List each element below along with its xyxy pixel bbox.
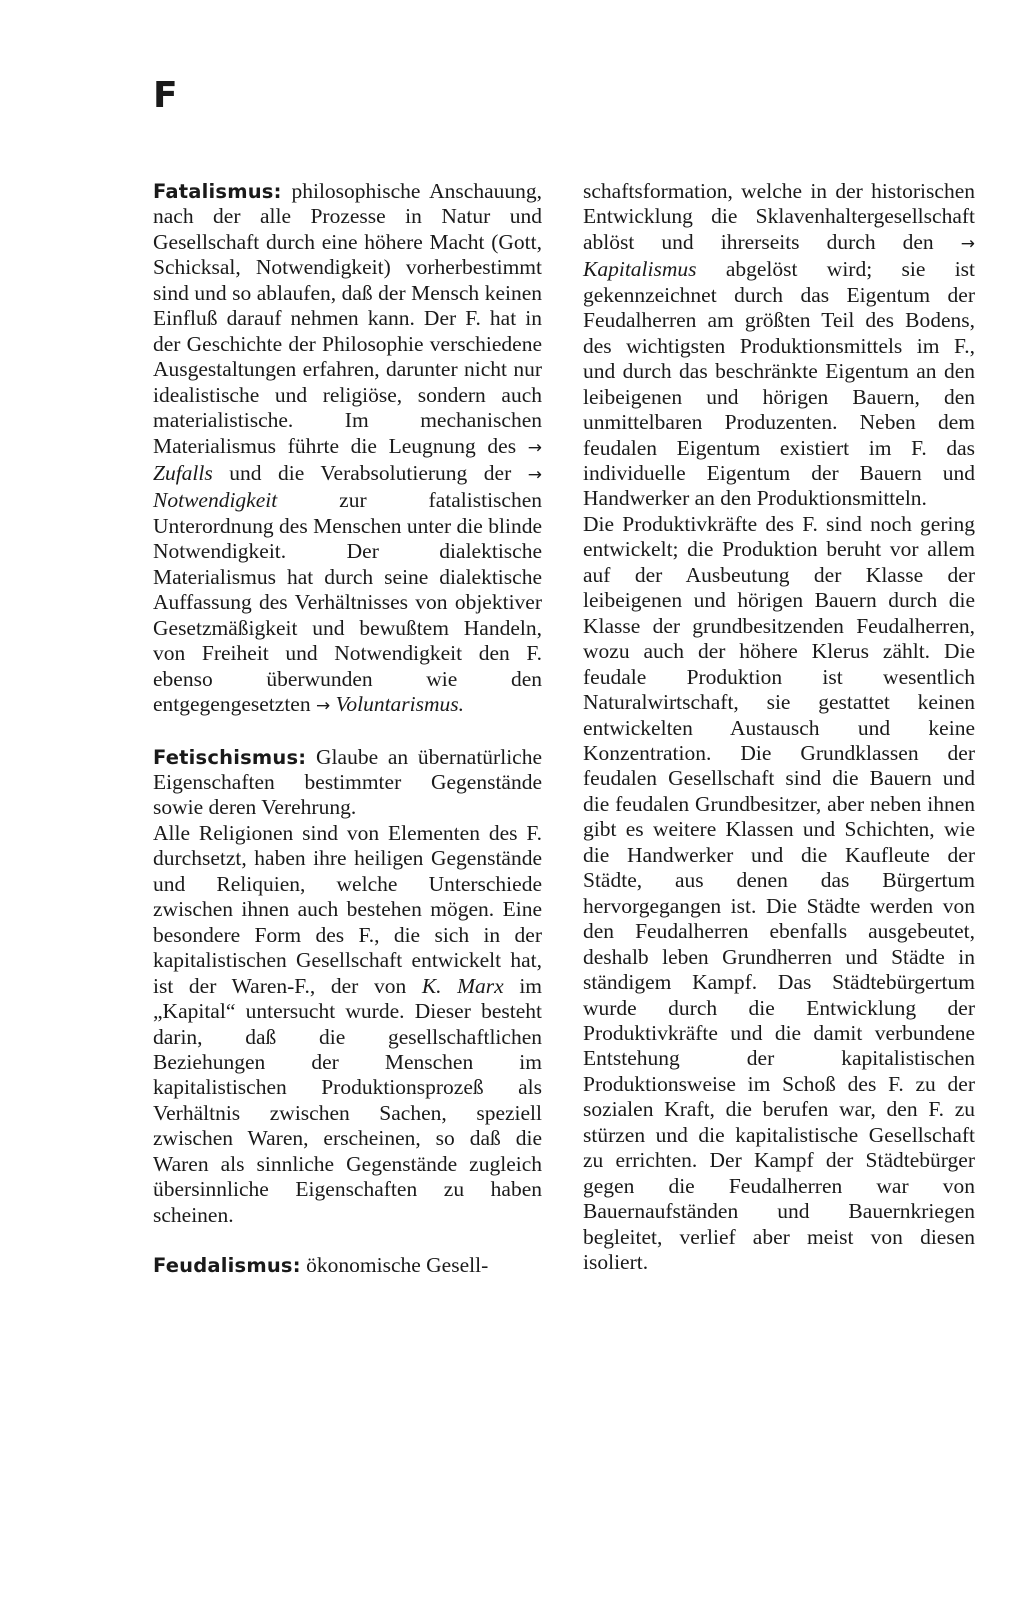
cross-reference-link[interactable]: K. Marx xyxy=(421,973,504,998)
section-letter: F xyxy=(153,75,178,116)
entry-text: Alle Religionen sind von Elementen des F. durchsetzt, haben ihre heiligen Gegenstände und Reliquien, welche Unterschiede zwischen ihnen auch bestehen mögen. Eine besondere Form des F., die sich in der kapitalistischen Gesellschaft entwickelt hat, ist der Waren-F., der von xyxy=(153,820,542,998)
entry-fetischismus xyxy=(153,745,542,821)
cross-reference-link[interactable]: Zufalls xyxy=(153,460,213,485)
entry-headword: Fetischismus: xyxy=(153,745,307,769)
entry-headword: Fatalismus: xyxy=(153,180,282,203)
cross-reference-link[interactable]: Kapitalismus xyxy=(583,257,697,282)
entry-text: und die Verabsolutierung der xyxy=(229,460,512,485)
entry-feudalismus-paragraph xyxy=(583,512,975,1276)
entry-text: philosophische Anschauung, nach der alle Prozesse in Natur und Gesellschaft durch eine höhere Macht (Gott, Schicksal, Notwendigkeit) vorherbestimmt sind und so ablaufen, daß der Mensch keinen Einfluß darauf nehmen kann. Der F. hat in der Geschichte der Philosophie verschiedene Ausgestaltungen erfahren, darunter nicht nur idealistische und religiöse, sondern auch materialistische. Im mechanischen Materialismus führte die Leugnung des xyxy=(153,179,542,458)
cross-reference-arrow-icon: → xyxy=(315,696,331,717)
entry-text: Glaube an übernatürliche Eigenschaften bestimmter Gegenstände sowie deren Verehrung. xyxy=(153,744,542,820)
cross-reference-arrow-icon: → xyxy=(527,464,543,485)
left-column xyxy=(153,179,542,1279)
entry-text: schaftsformation, welche in der historischen Entwicklung die Sklavenhaltergesellschaft ablöst und ihrerseits durch den xyxy=(583,179,975,254)
cross-reference-link[interactable]: Notwendigkeit xyxy=(153,488,278,513)
cross-reference-arrow-icon: → xyxy=(527,437,543,458)
entry-feudalismus xyxy=(153,1253,542,1278)
right-column xyxy=(583,179,975,1275)
entry-fatalismus xyxy=(153,179,542,720)
entry-text: abgelöst wird; sie ist gekennzeichnet durch das Eigentum der Feudalherren am größten Teil des Bodens, des wichtigsten Produktionsmittels im F., und durch das beschränkte Eigentum an den leibeigenen und hörigen Bauern, den unmittelbaren Produzenten. Neben dem feudalen Eigentum existiert im F. das individuelle Eigentum der Bauern und Handwerker an den Produktionsmitteln. xyxy=(583,257,976,511)
entry-text: ökonomische Gesell- xyxy=(306,1253,489,1278)
entry-fetischismus-paragraph xyxy=(153,821,542,1228)
cross-reference-link[interactable]: Voluntarismus. xyxy=(335,692,465,717)
entry-text: im „Kapital“ untersucht wurde. Dieser besteht darin, daß die gesellschaftlichen Beziehungen der Menschen im kapitalistischen Produktionsprozeß als Verhältnis zwischen Sachen, speziell zwischen Waren, erscheinen, so daß die Waren als sinnliche Gegenstände zugleich übersinnliche Eigenschaften zu haben scheinen. xyxy=(153,973,543,1227)
cross-reference-arrow-icon: → xyxy=(960,233,976,254)
entry-text: zur fatalistischen Unterordnung des Menschen unter die blinde Notwendigkeit. Der dialektische Materialismus hat durch seine dialektische Auffassung des Verhältnisses von objektiver Gesetzmäßigkeit und bewußtem Handeln, von Freiheit und Notwendigkeit den F. ebenso überwunden wie den entgegengesetzten xyxy=(153,488,542,717)
entry-headword: Feudalismus: xyxy=(153,1254,301,1278)
entry-feudalismus-continued xyxy=(583,179,975,512)
entry-text: Die Produktivkräfte des F. sind noch gering entwickelt; die Produktion beruht vor allem auf der Ausbeutung der Klasse der leibeigenen und hörigen Bauern durch die Klasse der grundbesitzenden Feudalherren, wozu auch der höhere Klerus zählt. Die feudale Produktion ist wesentlich Naturalwirtschaft, sie gestattet keinen entwickelten Austausch und keine Konzentration. Die Grundklassen der feudalen Gesellschaft sind die Bauern und die feudalen Grundbesitzer, aber neben ihnen gibt es weitere Klassen und Schichten, wie die Handwerker und die Kaufleute der Städte, aus denen das Bürgertum hervorgegangen ist. Die Städte werden von den Feudalherren ebenfalls ausgebeutet, deshalb leben Grundherren und Städte in ständigem Kampf. Das Städtebürgertum wurde durch die Entwicklung der Produktivkräfte und die damit verbundene Entstehung der kapitalistischen Produktionsweise im Schoß des F. zu der sozialen Kraft, die berufen war, den F. zu stürzen und die kapitalistische Gesellschaft zu errichten. Der Kampf der Städtebürger gegen die Feudalherren war von Bauernaufständen und Bauernkriegen begleitet, verlief aber meist von diesen isoliert. xyxy=(583,511,975,1275)
